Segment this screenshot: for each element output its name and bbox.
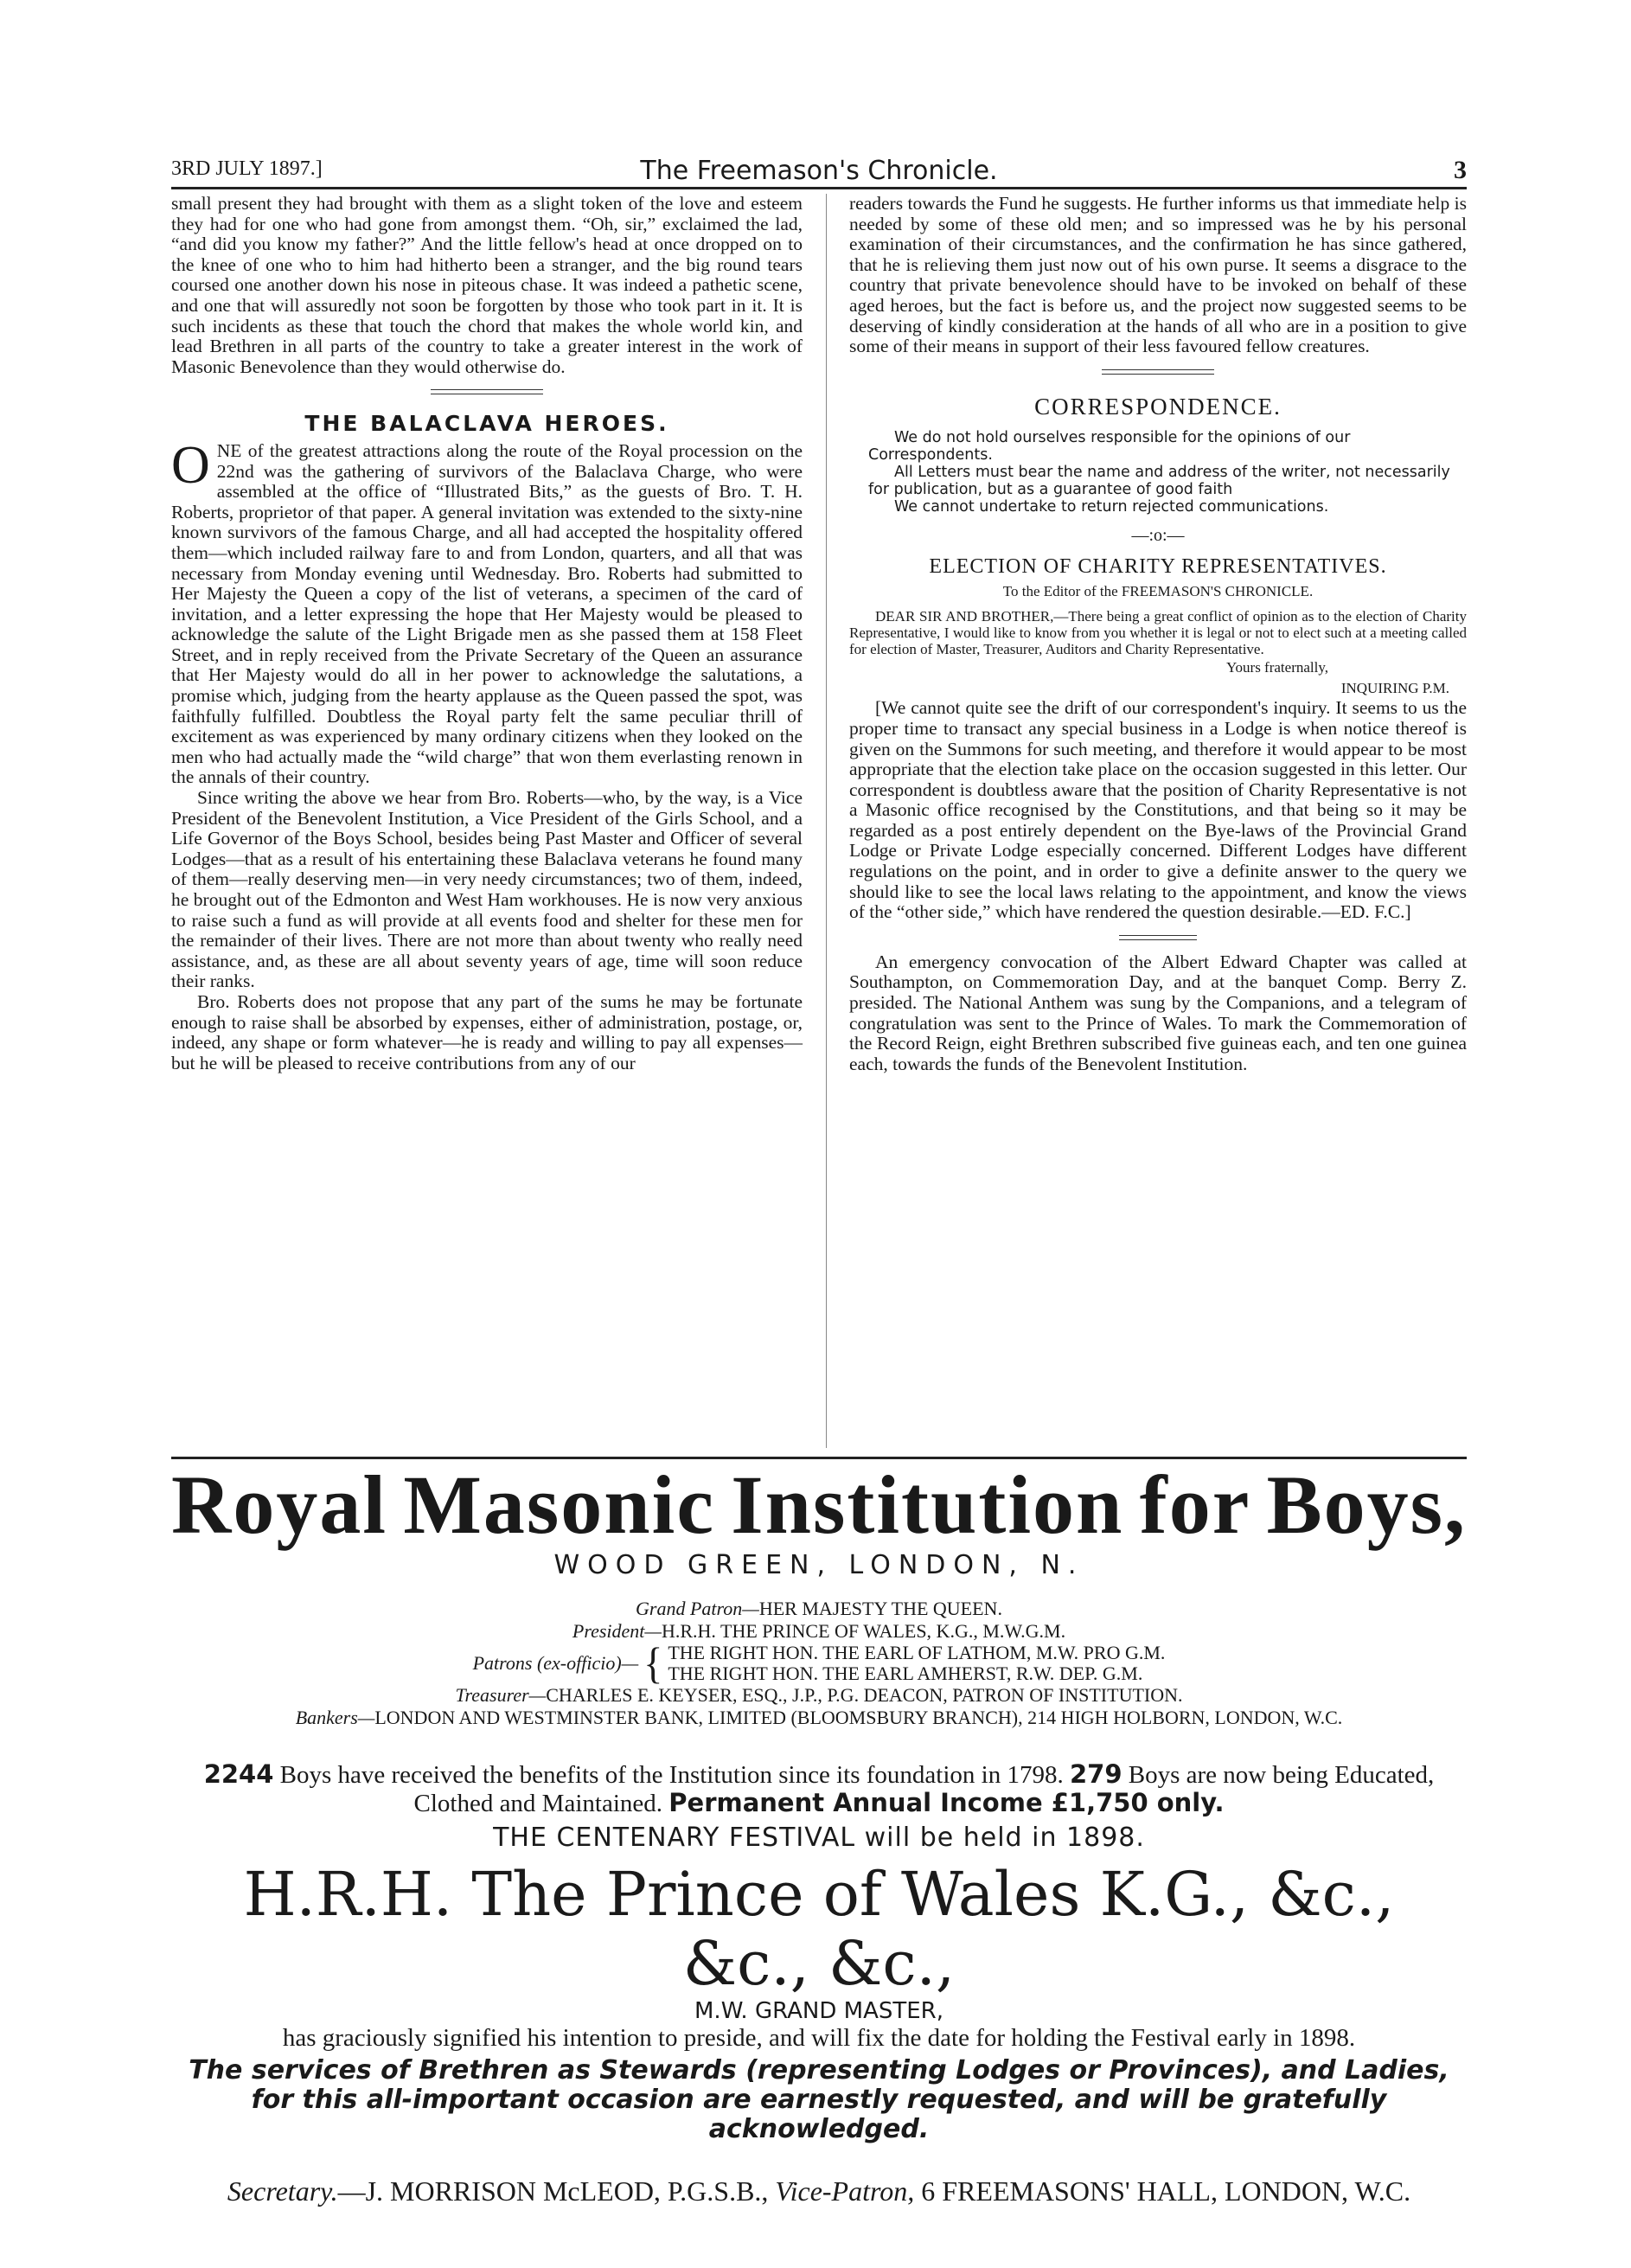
letter-salutation: DEAR SIR AND BROTHER,: [875, 608, 1054, 625]
page-number: 3: [1454, 156, 1467, 184]
advert-title-word: Masonic: [403, 1458, 715, 1551]
right-column: [849, 194, 1467, 1074]
article-paragraph-1: [171, 435, 803, 788]
boys-received-count: 2244: [203, 1759, 274, 1789]
header-rule: [171, 187, 1467, 189]
advert-title-word: Royal: [171, 1458, 387, 1551]
president-label: President—: [572, 1620, 662, 1642]
section-separator: [431, 389, 543, 394]
advertisement: [171, 1458, 1467, 2207]
president-line: [171, 1620, 1467, 1643]
advert-location: WOOD GREEN, LONDON, N.: [553, 1550, 1084, 1580]
patron-item: THE RIGHT HON. THE EARL AMHERST, R.W. DEP. G.M.: [668, 1663, 1143, 1684]
to-editor-line: To the Editor of the FREEMASON'S CHRONICLE.: [1002, 582, 1314, 599]
grand-patron-label: Grand Patron—: [636, 1598, 759, 1619]
grand-master-line: M.W. GRAND MASTER,: [694, 1998, 943, 2024]
continuation-paragraph: readers towards the Fund he suggests. He further informs us that immediate help is needed by some of these old men; and so impressed was he by his personal examination of their circumstances, and the confirmation he has since gathered, that he is relieving them just now out of his own purse. It seems a disgrace to the country that private benevolence should have to be invoked on behalf of these aged heroes, but the fact is before us, and the project now suggested seems to be deserving of kindly consideration at the hands of all who are in a position to give some of their means in support of their less favoured fellow creatures.: [849, 193, 1467, 357]
section-separator: [1102, 369, 1214, 375]
column-divider: [826, 194, 827, 1448]
article-paragraph-2: Since writing the above we hear from Bro. Roberts—who, by the way, is a Vice President of the Benevolent Institution, a Vice President of the Girls School, and a Life Governor of the Boys School, besides being Past Master and Officer of several Lodges—that as a result of his entertaining these Balaclava veterans he found many of them—really deserving men—in very needy circumstances; two of them, indeed, he brought out of the Edmonton and West Ham workhouses. He is now very anxious to raise such a fund as will provide at all events food and shelter for these men for the remainder of their lives. There are not more than about twenty who really need assistance, and, as these are all about seventy years of age, time will soon reduce their ranks.: [171, 787, 803, 992]
advert-title: [171, 1458, 1467, 1551]
notice-item: All Letters must bear the name and address of the writer, not necessarily for publication, but as a guarantee of good faith: [868, 464, 1450, 499]
bankers-label: Bankers—: [295, 1707, 375, 1728]
centenary-festival: THE CENTENARY FESTIVAL will be held in 1898.: [493, 1823, 1145, 1853]
brace-glyph: {: [643, 1638, 663, 1688]
patrons-block: [171, 1638, 1467, 1688]
advert-title-word: for: [1139, 1458, 1251, 1551]
secretary-label: Secretary.: [227, 2175, 338, 2207]
annual-income: Permanent Annual Income £1,750 only.: [668, 1788, 1225, 1817]
page-header: [171, 156, 1467, 190]
mini-separator: —:o:—: [1131, 526, 1185, 546]
emergency-paragraph: An emergency convocation of the Albert Edward Chapter was called at Southampton, on Commemoration Day, and at the banquet Comp. Berry Z. presided. The National Anthem was sung by the Companions, and a telegram of congratulation was sent to the Prince of Wales. To mark the Commemoration of the Record Reign, eight Brethren subscribed five guineas each, and ten one guinea each, towards the funds of the Benevolent Institution.: [849, 951, 1467, 1074]
letter-body: [849, 608, 1467, 657]
vice-patron-label: Vice-Patron,: [775, 2175, 915, 2207]
notice-item: We cannot undertake to return rejected communications.: [894, 498, 1329, 516]
secretary-address: 6 FREEMASONS' HALL, LONDON, W.C.: [921, 2175, 1411, 2207]
signature: INQUIRING P.M.: [1340, 679, 1449, 696]
patrons-list: [668, 1643, 1165, 1684]
article-title: THE BALACLAVA HEROES.: [304, 411, 669, 437]
left-column: [171, 194, 803, 1073]
treasurer-label: Treasurer—: [455, 1684, 547, 1706]
patrons-label: Patrons (ex-officio)—: [472, 1652, 639, 1674]
boys-now-count: 279: [1069, 1759, 1123, 1789]
president: H.R.H. THE PRINCE OF WALES, K.G., M.W.G.M.: [661, 1620, 1066, 1642]
sign-off: Yours fraternally,: [1225, 659, 1328, 676]
article-paragraph-3: Bro. Roberts does not propose that any part of the sums he may be fortunate enough to raise shall be absorbed by expenses, either of administration, postage, or, indeed, any shape or form whatever—he is ready and willing to pay all expenses—but he will be pleased to receive contributions from any of our: [171, 990, 803, 1073]
secretary-name: —J. MORRISON McLEOD, P.G.S.B.,: [337, 2175, 769, 2207]
graciously-line: has graciously signified his intention to preside, and will fix the date for holding the Festival early in 1898.: [282, 2024, 1356, 2052]
letter-text: —There being a great conflict of opinion as to the election of Charity Representative, I would like to know from you whether it is legal or not to elect such at a meeting called for election of Master, Treasurer, Auditors and Charity Representative.: [849, 608, 1467, 658]
notice-item: We do not hold ourselves responsible for the opinions of our Correspondents.: [868, 429, 1351, 464]
header-title: The Freemason's Chronicle.: [640, 156, 998, 186]
advert-title-word: Institution: [731, 1458, 1124, 1551]
section-separator: [1119, 935, 1197, 940]
header-date: 3RD JULY 1897.]: [171, 157, 323, 180]
stewards-appeal: The services of Brethren as Stewards (representing Lodges or Provinces), and Ladies, for this all-important occasion are earnestly requested, and will be gratefully acknowledged.: [189, 2055, 1449, 2144]
letter-title: ELECTION OF CHARITY REPRESENTATIVES.: [929, 554, 1387, 578]
treasurer: CHARLES E. KEYSER, ESQ., J.P., P.G. DEACON, PATRON OF INSTITUTION.: [546, 1684, 1183, 1706]
opening-paragraph: small present they had brought with them as a slight token of the love and esteem they had for one who had gone from amongst them. “Oh, sir,” exclaimed the lad, “and did you know my father?” And the little fellow's head at once dropped on to the knee of one who to him had hitherto been a stranger, and the big round tears coursed one another down his nose in piteous chase. It was indeed a pathetic scene, and one that will assuredly not soon be forgotten by those who took part in it. It is such incidents as these that touch the chord that makes the whole world kin, and lead Brethren in all parts of the country to take a greater interest in the work of Masonic Benevolence than they would otherwise do.: [171, 193, 803, 377]
grand-patron: HER MAJESTY THE QUEEN.: [758, 1598, 1002, 1619]
prince-line: H.R.H. The Prince of Wales K.G., &c., &c., &c.,: [243, 1859, 1395, 1999]
correspondence-title: CORRESPONDENCE.: [1034, 393, 1282, 420]
secretary-line: [171, 2175, 1467, 2207]
editor-reply: [We cannot quite see the drift of our correspondent's inquiry. It seems to us the proper time to transact any special business in a Lodge is when notice thereof is given on the Summons for such meeting, and therefore it would appear to be most appropriate that the election take place on the occasion suggested in this letter. Our correspondent is doubtless aware that the position of Charity Representative is not a Masonic office recognised by the Constitutions, and that being so it may be regarded as a post entirely dependent on the Bye-laws of the Provincial Grand Lodge or Private Lodge especially concerned. Different Lodges have different regulations on the point, and in order to give a definite answer to the query we should like to see the local laws relating to the appointment, and know the views of the “other side,” which have rendered the question desirable.—ED. F.C.]: [849, 697, 1467, 923]
grand-patron-line: [171, 1598, 1467, 1620]
bankers-line: [171, 1707, 1467, 1729]
treasurer-line: [171, 1684, 1467, 1707]
advert-title-word: Boys,: [1266, 1458, 1467, 1551]
stat-part2: Boys are now being Educated, Clothed and Maintained.: [413, 1761, 1435, 1817]
bankers: LONDON AND WESTMINSTER BANK, LIMITED (BLOOMSBURY BRANCH), 214 HIGH HOLBORN, LONDON, W.C.: [374, 1707, 1343, 1728]
dropcap: O: [171, 435, 210, 495]
article-paragraph-1-text: NE of the greatest attractions along the route of the Royal procession on the 22nd was the gathering of survivors of the Balaclava Charge, who were assembled at the office of “Illustrated Bits,” as the guests of Bro. T. H. Roberts, proprietor of that paper. A general invitation was extended to the sixty-nine known survivors of the famous Charge, and all had accepted the hospitality offered them—which included railway fare to and from London, quarters, and all that was necessary from Monday evening until Wednesday. Bro. Roberts had submitted to Her Majesty the Queen a copy of the list of veterans, a specimen of the card of invitation, and a letter expressing the hope that Her Majesty would be pleased to acknowledge the salute of the Light Brigade men as she passed them at 158 Fleet Street, and in reply received from the Private Secretary of the Queen an assurance that Her Majesty would do all in her power to acknowledge the salutations, a promise which, judging from the hearty applause as the Queen passed the spot, was faithfully fulfilled. Doubtless the Royal party felt the same peculiar thrill of excitement as was experienced by many ordinary citizens when they looked on the men who had actually made the “wild charge” that won them everlasting renown in the annals of their country.: [171, 439, 803, 788]
advert-statistics: [171, 1760, 1467, 1817]
patron-item: THE RIGHT HON. THE EARL OF LATHOM, M.W. PRO G.M.: [668, 1642, 1166, 1663]
stat-part1: Boys have received the benefits of the Institution since its foundation in 1798.: [279, 1761, 1064, 1789]
